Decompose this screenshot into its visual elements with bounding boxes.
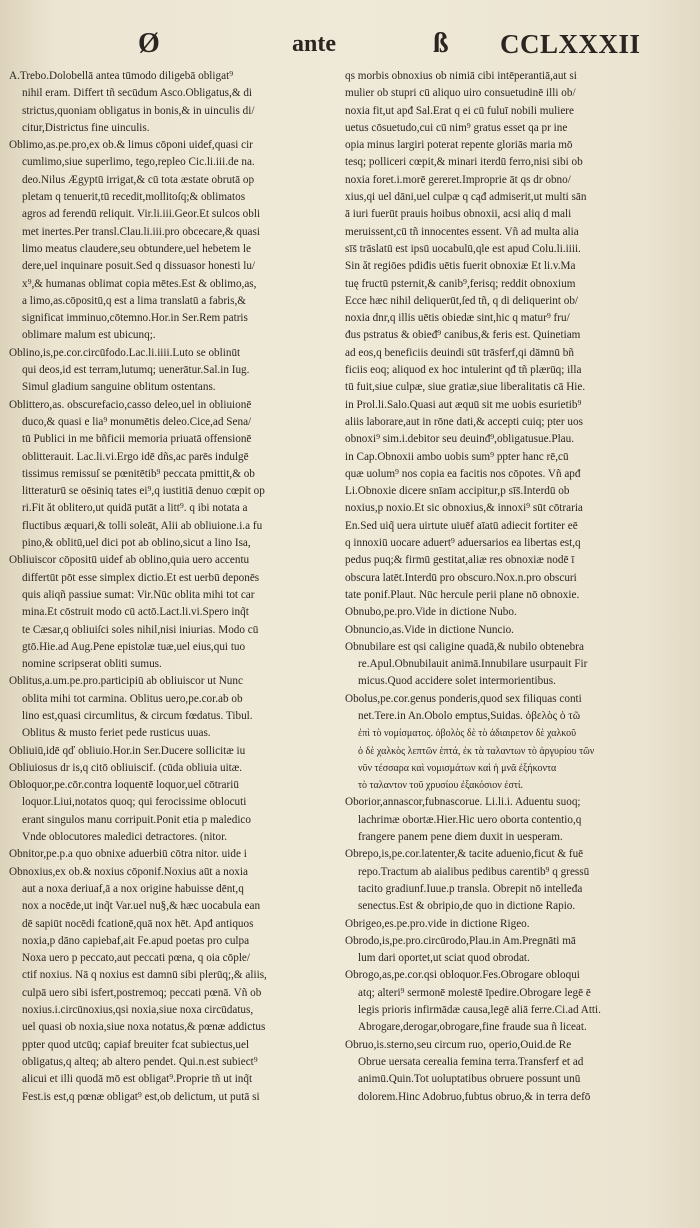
text-line: x⁹,& humanas oblimat copia mētes.Est & oblimo,as, (22, 277, 257, 290)
text-line: oblimare malum est ubicunq;. (22, 329, 156, 342)
text-line: tū Publici in me bñficii memoria priuatā offensionē (22, 433, 252, 446)
text-line: pletam q tenuerit,tū recedit,mollitoſq;& oblimatos (22, 191, 246, 204)
text-line: oblitterauit. Lac.li.vi.Ergo idē dñs,ac parēs indulgē (22, 450, 249, 463)
text-line: τὸ ταλαντον τοῦ χρυσίου ἐξακόσιον ἐστί. (358, 780, 524, 792)
text-line: strictus,quoniam obligatus in bonis,& in uinculis di/ (22, 104, 255, 117)
text-line: cumlimo,siue superlimo, tego,repleo Cic.li.iii.de na. (22, 156, 255, 169)
text-line: Oblittero,as. obscurefacio,casso deleo,uel in obliuionē (9, 398, 252, 411)
text-line: te Cæsar,q obliuiſci soles nihil,nisi iniurias. Modo cū (22, 623, 259, 636)
text-line: Obnubilare est qsi caligine quadā,& nubilo obtenebra (345, 640, 584, 653)
running-head-word: ante (292, 31, 336, 57)
text-line: Vnde oblocutores maledici detractores. (nitor. (22, 831, 228, 844)
text-line: A.Trebo.Dolobellā antea tūmodo diligebā obligat⁹ (9, 70, 234, 82)
text-line: Obliuiscor cōpositū uidef ab oblino,quia uero accentu (9, 554, 250, 567)
text-line: qs morbis obnoxius ob nimiā cibi intēperantiā,aut si (345, 70, 577, 82)
text-line: ri.Fit ăt oblitero,ut quidā putāt a litt⁹. q ibi notata a (22, 502, 248, 515)
text-line: aut a noxa deriuaf,ā a nox origine habuisse dēnt,q (22, 882, 244, 895)
text-line: Oblimo,as.pe.pro,ex ob.& limus cōponi uidef,quasi cir (9, 139, 253, 152)
text-line: obscura latēt.Interdū pro obscuro.Nox.n.pro obscuri (345, 571, 577, 584)
text-line: Abrogare,derogar,obrogare,fine fraude sua ñ liceat. (358, 1021, 587, 1034)
text-line: ad eos,q beneficiis deuindi sūt trāsferf,qi dāmnū bñ (345, 346, 574, 359)
text-line: Oborior,annascor,fubnascorue. Li.li.i. Aduentu suoq; (345, 796, 581, 809)
text-line: dē sapiūt nocēdi fcationē,quā nox hēt. Apđ antiquos (22, 917, 254, 930)
text-line: pedus puq;& firmū gestitat,aliæ res obnoxiæ nodē ī (345, 554, 575, 567)
page-header (0, 26, 700, 66)
text-line: gtō.Hie.ad Aug.Pene epistolæ tuæ,uel eius,qui tuo (22, 640, 246, 653)
text-line: legis prioris infirmādæ causa,legē aliā ferre.Ci.ad Atti. (358, 1004, 601, 1017)
text-line: deo.Nilus Ægyptū irrigat,& cū tota æstate obrutā op (22, 173, 255, 186)
text-line: tissimus remissuſ se pœnitētib⁹ peccata pmittit,& ob (22, 467, 255, 480)
text-line: frangere panem pene diem duxit in uesperam. (358, 831, 563, 844)
text-line: Obliuiosus dr is,q citō obliuiscif. (cūda obliuia uitæ. (9, 761, 243, 774)
text-line: Obrogo,as,pe.cor.qsi obloquor.Fes.Obrogare obloqui (345, 969, 580, 982)
text-line: Obolus,pe.cor.genus ponderis,quod sex filiquas conti (345, 692, 582, 705)
text-line: mulier ob stupri cū aliquo uiro consuetudinē illi ob/ (345, 87, 576, 100)
text-line: nihil eram. Differt tñ secūdum Asco.Obligatus,& di (22, 87, 253, 100)
text-line: Simul gladium sanguine oblitum ostentans. (22, 381, 216, 394)
text-line: re.Apul.Obnubilauit animā.Innubilare usurpauit Fir (358, 658, 588, 671)
text-line: noxia dnr,q illis uētis obiedæ sint,hic q matur⁹ fru/ (345, 312, 570, 325)
text-line: xius,qi uel dāni,uel culpæ q cąđ admiserit,ut multi sān (345, 191, 587, 204)
right-text-column (345, 68, 690, 1106)
text-line: animū.Quin.Tot uoluptatibus obruere possunt unū (358, 1073, 581, 1086)
text-line: culpā uero sibi isfert,postremoq; peccati pœnā. Vñ ob (22, 986, 262, 999)
text-line: Sin ăt regiōes pdiđis uētis fuerit obnoxiæ Et li.v.Ma (345, 260, 576, 273)
text-line: senectus.Est & obripio,de quo in dictione Rapio. (358, 900, 576, 913)
text-line: noxia fit,ut apđ Sal.Erat q ei cū fuluī nobili muliere (345, 104, 574, 117)
text-line: uel quasi ob noxia,siue noxa notatus,& pœnæ addictus (22, 1021, 266, 1034)
text-line: differtūt pōt esse simplex dictio.Et est uerbū deponēs (22, 571, 260, 584)
text-line: noxius,p noxio.Et sic obnoxius,& innoxi⁹ sūt cōtraria (345, 502, 583, 515)
text-line: Obnoxius,ex ob.& noxius cōponif.Noxius aūt a noxia (9, 865, 248, 878)
text-line: Ecce hæc nihil deliquerūt,ſed tñ, q di deliquerint ob/ (345, 294, 579, 307)
text-line: citur,Districtus fine uinculis. (22, 121, 150, 134)
text-line: repo.Tractum ab aialibus pedibus carentib⁹ q gressū (358, 865, 590, 878)
text-line: Oblitus & musto feriet pede rusticus uuas. (22, 727, 211, 740)
text-line: tacito gradiunf.Iuue.p transla. Obrepit nō intelleđa (358, 882, 583, 895)
text-line: Fest.is est,q pœnæ obligat⁹ est,ob delictum, ut putā si (22, 1090, 260, 1103)
text-line: quis aliqñ passiue sumat: Vir.Nūc oblita mihi tot car (22, 588, 255, 601)
text-line: pino,& oblitū,uel dici pot ab oblino,sicut a lino Isa, (22, 537, 251, 550)
text-line: ctif noxius. Nā q noxius est damnū sibi plerūq;,& aliis, (22, 969, 267, 982)
text-line: En.Sed uiq̃ uera uirtute uiuēf aīatū adiecit fortiter eē (345, 519, 578, 532)
text-line: nomine scripserat obliti sumus. (22, 658, 162, 671)
text-line: a limo,as.cōpositū,q est a lima translatū a fabris,& (22, 294, 247, 307)
text-line: dolorem.Hinc Adobruo,fubtus obruo,& in terra defō (358, 1090, 591, 1103)
text-line: tate ponif.Plaut. Nūc hercule perii plane nō obnoxie. (345, 588, 580, 601)
text-line: q innoxiū uocare aduert⁹ aduersarios ea libertas est,q (345, 537, 581, 550)
text-line: νῦν τέσσαρα καὶ νομισμάτων καὶ ἡ μνᾶ ἐξήκοντα (358, 762, 557, 774)
folio-number: CCLXXXII (500, 29, 641, 59)
text-line: noxia,p dāno capiebaf,ait Fe.apud poetas pro culpa (22, 934, 250, 947)
text-line: in Prol.li.Salo.Quasi aut æquū sit me uobis esurietib⁹ (345, 398, 582, 411)
text-line: agros ad ferendū reliquit. Vir.li.iii.Geor.Et sulcos obli (22, 208, 261, 221)
text-line: lino est,quasi circumlitus, & circum fœdatus. Tibul. (22, 709, 253, 722)
text-line: nox a nocēde,ut inq̃t Var.uel nu§,& hæc uocabula ean (22, 900, 261, 913)
text-line: Noxa uero p peccato,aut peccati pœna, q oia cōple/ (22, 952, 250, 965)
text-line: ἐπὶ τὸ νομίσματος. ὀβολὸς δὲ τὸ ἀδιαιρετον δὲ χαλκοῦ (358, 728, 577, 740)
text-line: Obruo,is.sterno,seu circum ruo, operio,Ouid.de Re (345, 1038, 572, 1051)
text-line: limo meatus claudere,seu obtundere,uel hebetem le (22, 242, 251, 255)
text-line: micus.Quod accidere solet intermorientibus. (358, 675, 556, 688)
text-line: Li.Obnoxie dicere snīam accipitur,p sīs̄.Interdū ob (345, 485, 570, 498)
text-line: in Cap.Obnoxii ambo uobis sum⁹ ppter hanc rē,cū (345, 450, 569, 463)
text-line: tuę fructū psternit,& canib⁹,ferisq; reddit obnoxium (345, 277, 576, 290)
text-line: sīs̄ trāslatū est ipsū uocabulū,qle est apud Colu.li.iiii. (345, 242, 581, 255)
text-line: Oblitus,a.um.pe.pro.participiū ab obliuiscor ut Nunc (9, 675, 243, 688)
text-line: Obnitor,pe.p.a quo obnixe aduerbiū cōtra nitor. uide i (9, 848, 247, 861)
text-line: alicui et illi quodā mō est obligat⁹.Proprie tñ ut inq̃t (22, 1073, 253, 1086)
text-line: opia minus largiri poterat repente gloriās maria mō (345, 139, 573, 152)
text-line: đus pstratus & obieđ⁹ canibus,& feris est. Quinetiam (345, 329, 581, 342)
text-line: Obloquor,pe.cōr.contra loquentē loquor,uel cōtrariū (9, 779, 239, 792)
text-line: lum dari oportet,ut sciat quod obrodat. (358, 952, 530, 965)
text-line: oblita mihi tot carmina. Oblitus uero,pe.cor.ab ob (22, 692, 243, 705)
text-line: ficiis eoq; aliquod ex hoc intulerint qđ tñ plærūq; illa (345, 364, 582, 377)
text-line: lachrimæ obortæ.Hier.Hic uero oborta contentio,q (358, 813, 582, 826)
left-signature-mark: Ø (138, 28, 160, 59)
right-signature-mark: ß (433, 28, 449, 59)
text-line: ppter quod utcūq; capiaf breuiter fcat subiectus,uel (22, 1038, 250, 1051)
text-line: meruissent,cū tñ innocentes essent. Vñ ad multa alia (345, 225, 579, 238)
text-line: uetus cōsuetudo,cui cū nim⁹ gratus esset qa pr ine (345, 121, 568, 134)
text-line: ὁ δὲ χαλκὸς λεπτῶν ἑπτά, ἐκ τὰ ταλαντων τὸ ἀργυρίου τῶν (358, 745, 595, 757)
text-line: dere,uel inquinare posuit.Sed q dissuasor honesti lu/ (22, 260, 256, 273)
text-line: Obnuncio,as.Vide in dictione Nuncio. (345, 623, 514, 636)
text-line: Obrepo,is,pe.cor.latenter,& tacite aduenio,ficut & fuē (345, 848, 584, 861)
text-line: Obliuiū,idē qď obliuio.Hor.in Ser.Ducere sollicitæ iu (9, 744, 246, 757)
text-line: Obrigeo,es.pe.pro.vide in dictione Rigeo. (345, 917, 530, 930)
text-line: obligatus,q alteq; ab altero pendet. Qui.n.est subiect⁹ (22, 1055, 258, 1068)
text-line: significat imminuo,cōtemno.Hor.in Ser.Rem patris (22, 312, 248, 325)
text-line: noxia foret.i.morē gereret.Improprie āt qs dr obno/ (345, 173, 571, 186)
text-line: loquor.Liui,notatos quoq; qui ferocissime oblocuti (22, 796, 247, 809)
text-line: net.Tere.in An.Obolo emptus,Suidas. ὀβελὸς ὁ τῶ (358, 709, 581, 722)
text-line: met inertes.Per transl.Clau.li.iii.pro obcecare,& quasi (22, 225, 260, 238)
text-line: mina.Et cōstruit modo cū actō.Lact.li.vi.Spero inq̃t (22, 606, 249, 619)
text-line: Obnubo,pe.pro.Vide in dictione Nubo. (345, 606, 517, 619)
text-line: tū fuit,siue culpæ, siue gratiæ,siue liberalitatis cā Hie. (345, 381, 586, 394)
text-line: ā iuri fuerūt prauis hoibus obnoxii, acsi aliq d mali (345, 208, 572, 221)
text-line: Obrodo,is,pe.pro.circūrodo,Plau.in Am.Pregnāti mā (345, 934, 576, 947)
left-text-column (9, 68, 334, 1106)
text-line: qui deos,id est terram,lutumq; uenerātur.Sal.in Iug. (22, 364, 250, 377)
text-line: quæ uolum⁹ nos copia ea facitis nos cōpotes. Vñ apđ (345, 467, 581, 480)
text-line: tesq; polliceri cœpit,& minari iterdū ferro,nisi sibi ob (345, 156, 583, 169)
text-line: duco,& quasi e lia⁹ monumētis deleo.Cice,ad Sena/ (22, 415, 252, 428)
text-line: Oblino,is,pe.cor.circūfodo.Lac.li.iiii.Luto se oblinūt (9, 346, 241, 359)
text-line: aliis laborare,aut in rōne dati,& accepti cuiq; pter uos (345, 415, 583, 428)
text-line: atq; alteri⁹ sermonē molestē īpedire.Obrogare legē ē (358, 986, 591, 999)
text-line: noxius.i.circūnoxius,qsi noxia,siue noxa circūdatus, (22, 1004, 254, 1017)
text-line: Obrue uersata cerealia femina terra.Transferf et ad (358, 1055, 584, 1068)
text-line: fluctibus æquari,& tolli soleāt, Alii ab obliuione.i.a fu (22, 519, 263, 532)
text-line: obnoxi⁹ sim.i.debitor seu deuinđ⁹,obligatusue.Plau. (345, 433, 575, 446)
text-line: litteraturū se oēsiniq tates ei⁹,q iustitiā denuo cœpit op (22, 485, 265, 498)
text-line: erant singulos manu corripuit.Ponit etia p maledico (22, 813, 251, 826)
